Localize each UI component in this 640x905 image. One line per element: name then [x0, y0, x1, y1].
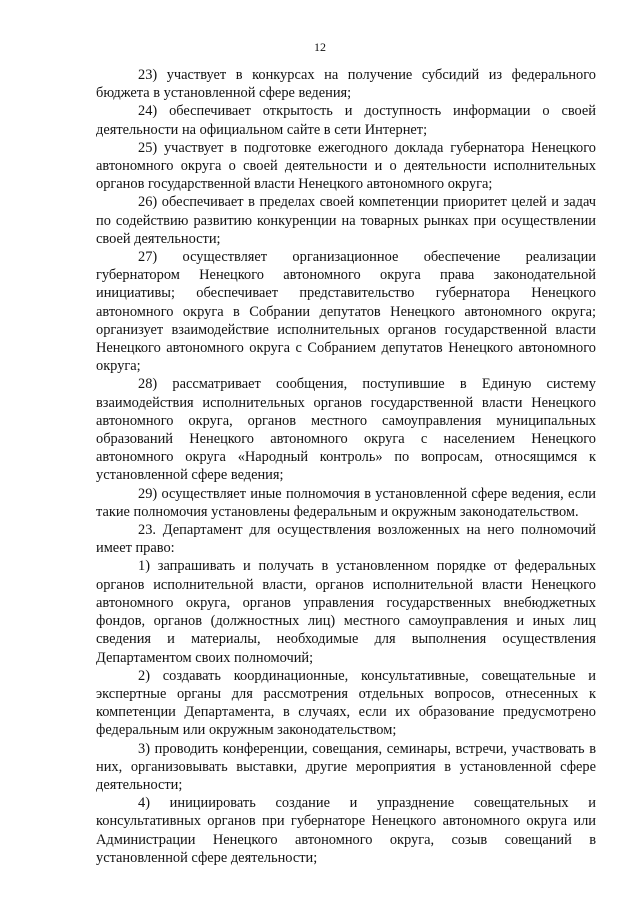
list-item-23: 23) участвует в конкурсах на получение субсидий из федерального бюджета в установленной сфере ведения; — [96, 67, 596, 102]
list-item-27: 27) осуществляет организационное обеспечение реализации губернатором Ненецкого автономного округа права законодательной инициативы; обеспечивает представительство губернатора Ненецкого автономного округа в Собрании депутатов Ненецкого автономного округа; организует взаимодействие исполнительных органов государственной власти Ненецкого автономного округа с Собранием депутатов Ненецкого автономного округа; — [96, 249, 596, 375]
document-body — [96, 66, 596, 867]
right-item-3: 3) проводить конференции, совещания, семинары, встречи, участвовать в них, организовывать выставки, другие мероприятия в установленной сфере деятельности; — [96, 740, 596, 793]
section-23-heading: 23. Департамент для осуществления возложенных на него полномочий имеет право: — [96, 522, 596, 557]
right-item-4: 4) инициировать создание и упразднение совещательных и консультативных органов при губернаторе Ненецкого автономного округа или Администрации Ненецкого автономного округа, созыв совещаний в установленной сфере деятельности; — [96, 795, 596, 866]
list-item-24: 24) обеспечивает открытость и доступность информации о своей деятельности на официальном сайте в сети Интернет; — [96, 103, 596, 138]
list-item-25: 25) участвует в подготовке ежегодного доклада губернатора Ненецкого автономного округа о своей деятельности и о деятельности исполнительных органов государственной власти Ненецкого автономного округа; — [96, 139, 596, 193]
right-item-2: 2) создавать координационные, консультативные, совещательные и экспертные органы для рассмотрения отдельных вопросов, отнесенных к компетенции Департамента, в случаях, если их образование предусмотрено федеральным или окружным законодательством; — [96, 667, 596, 739]
list-item-29: 29) осуществляет иные полномочия в установленной сфере ведения, если такие полномочия установлены федеральным и окружным законодательством. — [96, 485, 596, 520]
right-item-1: 1) запрашивать и получать в установленном порядке от федеральных органов исполнительной власти, органов исполнительной власти Ненецкого автономного округа, органов управления государственных внебюджетных фондов, органов (должностных лиц) местного самоуправления и иных лиц сведения и материалы, необходимые для выполнения осуществления Департаментом своих полномочий; — [96, 558, 596, 666]
list-item-26: 26) обеспечивает в пределах своей компетенции приоритет целей и задач по содействию развитию конкуренции на товарных рынках при осуществлении своей деятельности; — [96, 194, 596, 247]
list-item-28: 28) рассматривает сообщения, поступившие в Единую систему взаимодействия исполнительных органов государственной власти Ненецкого автономного округа, органов местного самоуправления муниципальных образований Ненецкого автономного округа с населением Ненецкого автономного округа «Народный контроль» по вопросам, относящимся к установленной сфере ведения; — [96, 376, 596, 484]
page-number: 12 — [314, 40, 326, 54]
